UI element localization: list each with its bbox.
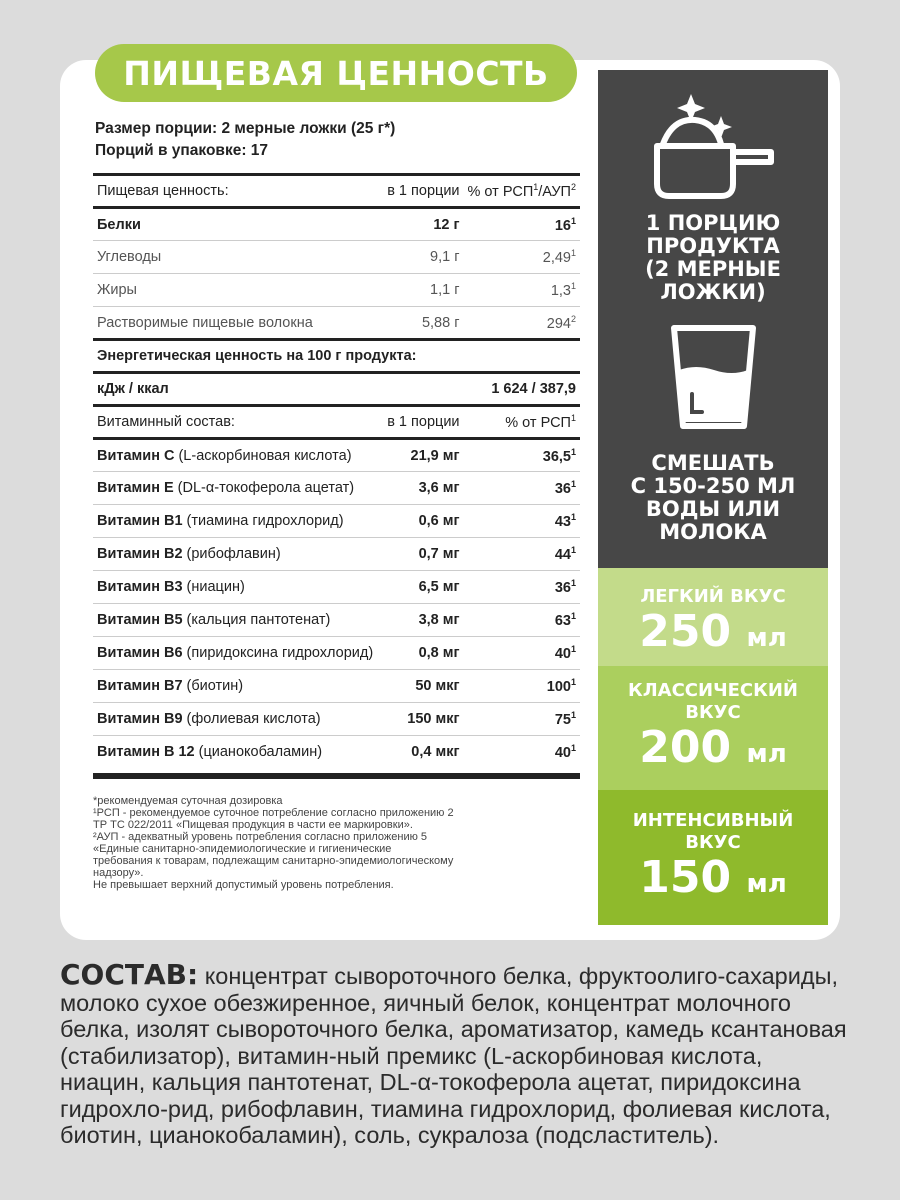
footnote-line: ²АУП - адекватный уровень потребления согласно приложению 5 [93,831,428,843]
footnote-line: ТР ТС 022/2011 «Пищевая продукция в части ее маркировки». [93,819,413,831]
nutrient-percent: $294^2$ [546,313,576,332]
nutrient-name: Углеводы [97,249,162,265]
vitamin-row [93,670,580,703]
flavor-volume: 150 мл [639,852,787,903]
energy-value: 1 624 / 387,9 [491,381,576,397]
vitamin-amount: 150 мкг [407,711,460,727]
vitamin-row [93,637,580,670]
vitamin-amount: 3,6 мг [418,480,460,496]
vitamin-row [93,736,580,769]
vitamins-header-name: Витаминный состав: [97,414,235,430]
footnote-line: Не превышает верхний допустимый уровень потребления. [93,879,394,891]
vitamin-amount: 3,8 мг [418,612,460,628]
vitamin-percent: $100^1$ [546,677,576,695]
flavor-classic [598,666,828,790]
ingredients-section [60,958,850,1149]
scoop-icon [653,88,778,208]
mix-instruction: СМЕШАТЬ С 150-250 МЛ ВОДЫ ИЛИ МОЛОКА [630,451,796,544]
energy-heading: Энергетическая ценность на 100 г продукта: [97,348,417,364]
vitamin-row [93,538,580,571]
nutrition-row [93,274,580,307]
nutrient-amount: 12 г [433,216,460,233]
energy-row [93,373,580,406]
vitamin-percent: $63^1$ [554,611,576,629]
vitamin-name: Витамин С (L-аскорбиновая кислота) [97,447,352,464]
nutrient-percent: $16^1$ [554,215,576,234]
portion-instruction: 1 ПОРЦИЮ ПРОДУКТА (2 МЕРНЫЕ ЛОЖКИ) [645,211,781,304]
footnote-line: *рекомендуемая суточная дозировка [93,795,283,807]
vitamin-amount: 6,5 мг [418,579,460,595]
footnote-line: требования к товарам, подлежащим санитарно-эпидемиологическому [93,855,454,867]
nutrient-percent: $1,3^1$ [550,281,576,299]
footnote-line: ¹РСП - рекомендуемое суточное потребление согласно приложению 2 [93,807,454,819]
vitamins-header-amount: в 1 порции [387,414,460,430]
vitamin-percent: $44^1$ [554,545,576,563]
page-title: ПИЩЕВАЯ ЦЕННОСТЬ [123,53,549,93]
footnotes [93,795,583,891]
nutrient-name: Растворимые пищевые волокна [97,314,313,331]
vitamin-row [93,703,580,736]
flavor-name: ИНТЕНСИВНЫЙ ВКУС [632,810,794,853]
nutrition-header-row [93,175,580,208]
ingredients-text: концентрат сывороточного белка, фруктоолиго-сахариды, молоко сухое обезжиренное, яичный белок, концентрат молочного белка, изолят сывороточного белка, ароматизатор, камедь ксантановая (стабилизатор), витамин-ный премикс (L-аскорбиновая кислота, ниацин, кальция пантотенат, DL-α-токоферола ацетат, пиридоксина гидрохло-рид, рибофлавин, тиамина гидрохлорид, фолиевая кислота, биотин, цианокобаламин), соль, сукралоза (подсластитель). [60,963,847,1148]
vitamin-percent: $75^1$ [554,710,576,728]
nutrient-amount: 9,1 г [430,249,460,265]
nutrition-table [93,173,580,769]
vitamin-row [93,505,580,538]
vitamin-percent: $40^1$ [554,644,576,662]
flavor-name: ЛЕГКИЙ ВКУС [640,586,786,607]
footnote-line: надзору». [93,867,144,879]
nutrient-name: Жиры [97,282,137,298]
vitamin-amount: 0,6 мг [418,513,460,529]
vitamin-amount: 0,4 мкг [411,744,460,761]
vitamins-header-percent: % от РСП$^1$ [505,413,576,431]
nutrition-row [93,241,580,274]
vitamin-percent: $40^1$ [554,743,576,762]
vitamin-row [93,472,580,505]
vitamin-name: Витамин B 12 (цианокобаламин) [97,744,323,761]
vitamin-amount: 0,7 мг [418,546,460,562]
preparation-panel [598,70,828,925]
vitamin-name: Витамин Е (DL-α-токоферола ацетат) [97,480,355,496]
vitamin-percent: $43^1$ [554,512,576,530]
vitamin-percent: $36^1$ [554,578,576,596]
vitamin-amount: 21,9 мг [410,447,460,464]
flavor-volume: 200 мл [639,722,787,773]
vitamin-percent: 36,5$^1$ [542,446,576,465]
header-name: Пищевая ценность: [97,183,229,199]
table-bottom-rule [93,773,580,779]
energy-heading-row [93,340,580,373]
title-badge [95,44,577,102]
nutrient-percent: 2,49$^1$ [542,248,576,266]
vitamin-name: Витамин B3 (ниацин) [97,579,245,595]
nutrient-name: Белки [97,216,141,233]
glass-icon [666,322,761,439]
header-amount: в 1 порции [387,183,460,199]
vitamin-amount: 50 мкг [415,678,460,694]
nutrition-row [93,307,580,340]
energy-label: кДж / ккал [97,381,169,397]
flavor-light [598,568,828,666]
vitamin-name: Витамин B9 (фолиевая кислота) [97,711,321,727]
vitamin-name: Витамин B2 (рибофлавин) [97,546,281,562]
vitamin-name: Витамин B5 (кальция пантотенат) [97,612,331,628]
flavor-volume: 250 мл [639,606,787,657]
vitamin-row [93,439,580,472]
header-percent: % от РСП$^1$/АУП$^2$ [467,182,576,200]
sparkle-icon [677,94,705,122]
vitamin-name: Витамин B6 (пиридоксина гидрохлорид) [97,645,374,661]
flavor-intense [598,790,828,925]
vitamin-name: Витамин B1 (тиамина гидрохлорид) [97,513,344,529]
vitamin-row [93,571,580,604]
ingredients-label: СОСТАВ: [60,958,199,991]
serving-info [95,118,575,162]
nutrient-amount: 1,1 г [430,282,460,298]
nutrition-row [93,208,580,241]
vitamin-percent: $36^1$ [554,479,576,497]
nutrient-amount: 5,88 г [421,314,460,331]
vitamin-amount: 0,8 мг [418,645,460,661]
footnote-line: «Единые санитарно-эпидемиологические и гигиенические [93,843,392,855]
vitamin-row [93,604,580,637]
serving-size: Размер порции: 2 мерные ложки (25 г*) [95,120,396,137]
serving-count: Порций в упаковке: 17 [95,142,269,159]
vitamin-name: Витамин B7 (биотин) [97,678,244,694]
flavor-name: КЛАССИЧЕСКИЙ ВКУС [628,680,798,723]
vitamins-header-row [93,406,580,439]
